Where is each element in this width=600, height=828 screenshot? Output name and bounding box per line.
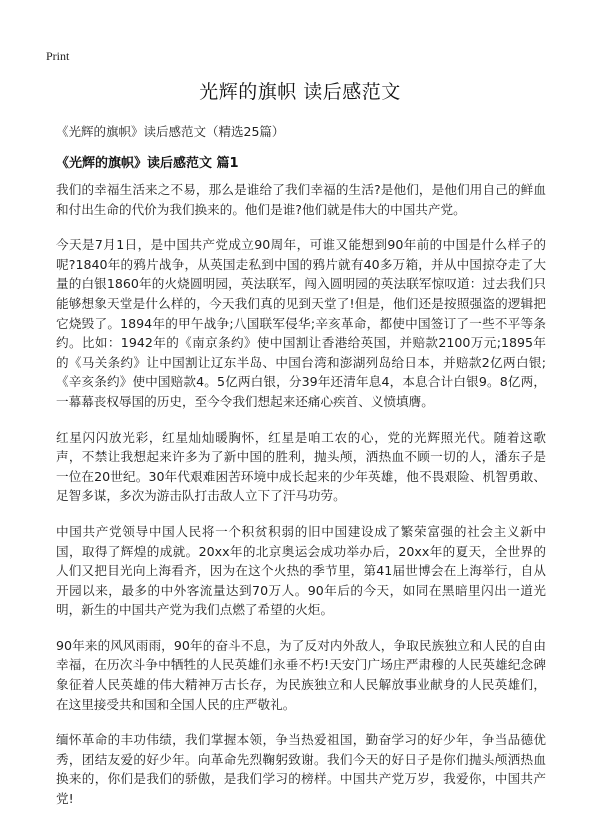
paragraph-4: 中国共产党领导中国人民将一个积贫积弱的旧中国建设成了繁荣富强的社会主义新中国，取得了辉煌的成就。20xx年的北京奥运会成功举办后，20xx年的夏天，全世界的人们又把目光向上海看齐，因为在这个火热的季节里，第41届世博会在上海举行，自从开园以来，最多的中外客流量达到70万人。90年后的今天，如同在黑暗里闪出一道光明，新生的中国共产党为我们点燃了希望的火炬。 xyxy=(56,523,546,618)
section-heading: 《光辉的旗帜》读后感范文 篇1 xyxy=(56,156,239,171)
paragraph-6: 缅怀革命的丰功伟绩，我们掌握本领，争当热爱祖国，勤奋学习的好少年，争当品德优秀，团结友爱的好少年。向革命先烈鞠躬致谢。我们今天的好日子是你们抛头颅洒热血换来的，你们是我们的骄傲，是我们学习的榜样。中国共产党万岁，我爱你，中国共产党! xyxy=(56,732,546,807)
article-body xyxy=(56,180,546,825)
document-title: 光辉的旗帜 读后感范文 xyxy=(199,81,401,103)
print-label: Print xyxy=(46,49,70,63)
paragraph-2: 今天是7月1日，是中国共产党成立90周年，可谁又能想到90年前的中国是什么样子的呢?1840年的鸦片战争，从英国走私到中国的鸦片就有40多万箱，并从中国掠夺走了大量的白银1860年的火烧圆明园，英法联军，闯入圆明园的英法联军惊叹道：过去我们只能够想象天堂是什么样的，今天我们真的见到天堂了!但是，他们还是按照强盗的逻辑把它烧毁了。1894年的甲午战争;八国联军侵华;辛亥革命，都使中国签订了一些不平等条约。比如：1942年的《南京条约》使中国割让香港给英国，并赔款2100万元;1895年的《马关条约》让中国割让辽东半岛、中国台湾和澎湖列岛给日本，并赔款2亿两白银;《辛亥条约》使中国赔款4。5亿两白银，分39年还清年息4，本息合计白银9。8亿两，一幕幕丧权辱国的历史，至今令我们想起来还痛心疾首、义愤填膺。 xyxy=(56,237,546,409)
paragraph-3: 红星闪闪放光彩，红星灿灿暖胸怀，红星是咱工农的心，党的光辉照光代。随着这歌声，不禁让我想起来许多为了新中国的胜利，抛头颅，洒热血不顾一切的人，潘东子是一位在20世纪。30年代艰难困苦环境中成长起来的少年英雄，他不畏艰险、机智勇敢、足智多谋，多次为游击队打击敌人立下了汗马功劳。 xyxy=(56,429,546,504)
paragraph-1: 我们的幸福生活来之不易，那么是谁给了我们幸福的生活?是他们，是他们用自己的鲜血和付出生命的代价为我们换来的。他们是谁?他们就是伟大的中国共产党。 xyxy=(56,182,546,217)
paragraph-5: 90年来的风风雨雨，90年的奋斗不息，为了反对内外敌人，争取民族独立和人民的自由幸福，在历次斗争中牺牲的人民英雄们永垂不朽!天安门广场庄严肃穆的人民英雄纪念碑象征着人民英雄的伟大精神万古长存，为民族独立和人民解放事业献身的人民英雄们，在这里接受共和国和全国人民的庄严敬礼。 xyxy=(56,637,546,712)
document-subtitle: 《光辉的旗帜》读后感范文（精选25篇） xyxy=(56,124,285,139)
